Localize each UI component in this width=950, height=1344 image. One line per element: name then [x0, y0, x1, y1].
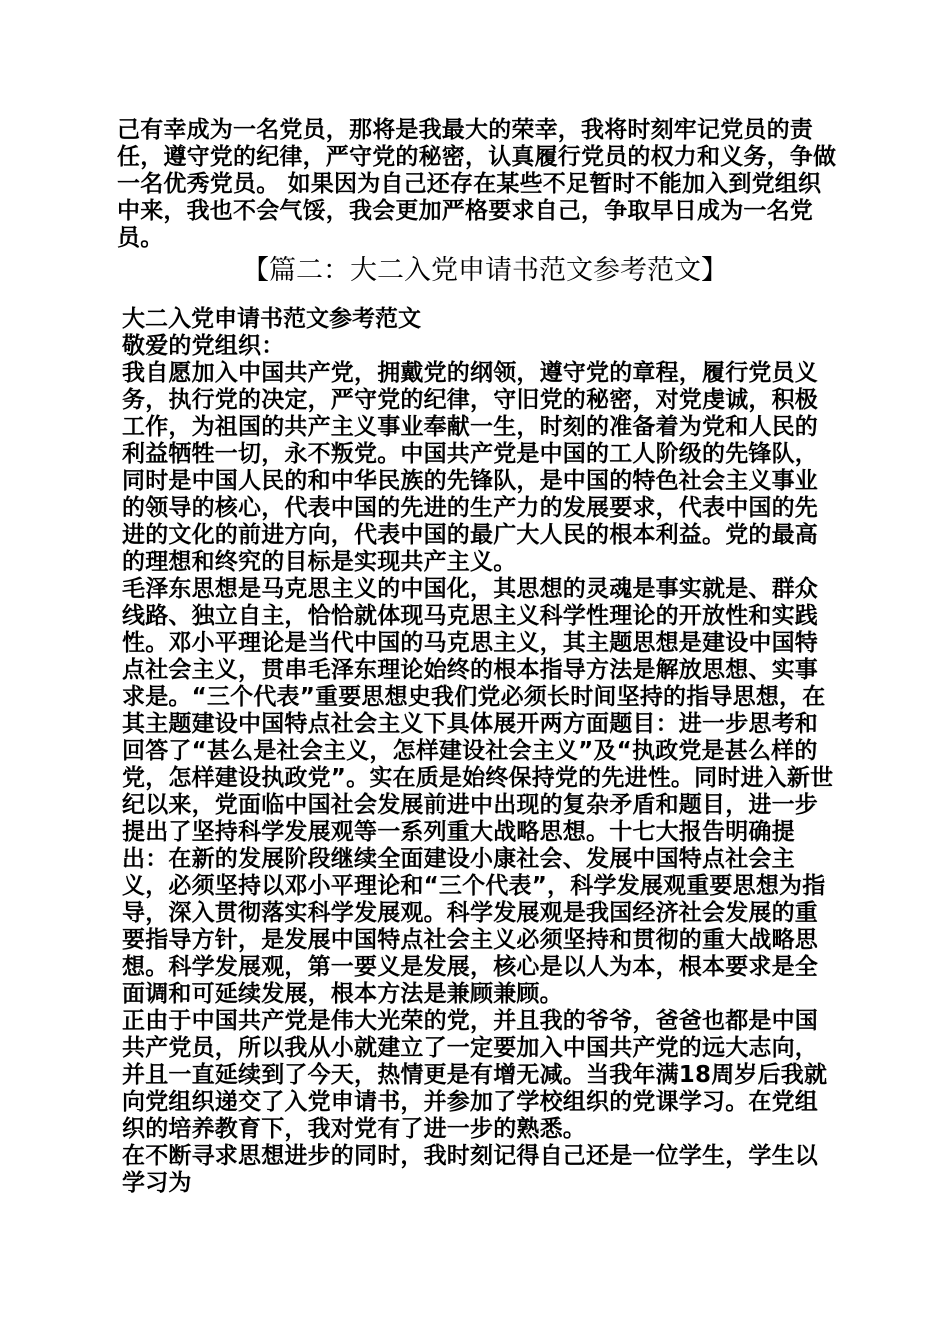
- body-paragraph-4: 在不断寻求思想进步的同时，我时刻记得自己还是一位学生，学生以学习为: [122, 1143, 818, 1196]
- salutation: 敬爱的党组织：: [122, 333, 285, 359]
- intro-paragraph: 己有幸成为一名党员，那将是我最大的荣幸，我将时刻牢记党员的责任，遵守党的纪律，严守党的秘密，认真履行党员的权力和义务，争做一名优秀党员。 如果因为自己还存在某些不足暂时不能加入到党组织中来，我也不会气馁，我会更加严格要求自己，争取早日成为一名党员。: [117, 117, 837, 251]
- body-paragraph-1: 我自愿加入中国共产党，拥戴党的纲领，遵守党的章程，履行党员义务，执行党的决定，严守党的纪律，守旧党的秘密，对党虔诚，积极工作，为祖国的共产主义事业奉献一生，时刻的准备着为党和人民的利益牺牲一切，永不叛党。中国共产党是中国的工人阶级的先锋队，同时是中国人民的和中华民族的先锋队，是中国的特色社会主义事业的领导的核心，代表中国的先进的生产力的发展要求，代表中国的先进的文化的前进方向，代表中国的最广大人民的根本利益。党的最高的理想和终究的目标是实现共产主义。: [122, 360, 818, 575]
- document-page: [117, 117, 839, 1197]
- section-title: 【篇二：大二入党申请书范文参考范文】: [242, 255, 728, 286]
- document-heading: 大二入党申请书范文参考范文: [122, 306, 421, 332]
- body-paragraph-2: 毛泽东思想是马克思主义的中国化，其思想的灵魂是事实就是、群众线路、独立自主，恰恰就体现马克思主义科学性理论的开放性和实践性。邓小平理论是当代中国的马克思主义，其主题思想是建设中国特点社会主义，贯串毛泽东理论始终的根本指导方法是解放思想、实事求是。“三个代表”重要思想史我们党必须长时间坚持的指导思想，在其主题建设中国特点社会主义下具体展开两方面题目：进一步思考和回答了“甚么是社会主义，怎样建设社会主义”及“执政党是甚么样的党，怎样建设执政党”。实在质是始终保持党的先进性。同时进入新世纪以来，党面临中国社会发展前进中出现的复杂矛盾和题目，进一步提出了坚持科学发展观等一系列重大战略思想。十七大报告明确提出：在新的发展阶段继续全面建设小康社会、发展中国特点社会主义，必须坚持以邓小平理论和“三个代表”，科学发展观重要思想为指导，深入贯彻落实科学发展观。科学发展观是我国经济社会发展的重要指导方针，是发展中国特点社会主义必须坚持和贯彻的重大战略思想。科学发展观，第一要义是发展，核心是以人为本，根本要求是全面调和可延续发展，根本方法是兼顾兼顾。: [122, 576, 834, 1007]
- body-paragraph-3: 正由于中国共产党是伟大光荣的党，并且我的爷爷，爸爸也都是中国共产党员，所以我从小就建立了一定要加入中国共产党的远大志向，并且一直延续到了今天，热情更是有增无减。当我年满18周岁后我就向党组织递交了入党申请书，并参加了学校组织的党课学习。在党组织的培养教育下，我对党有了进一步的熟悉。: [122, 1008, 828, 1142]
